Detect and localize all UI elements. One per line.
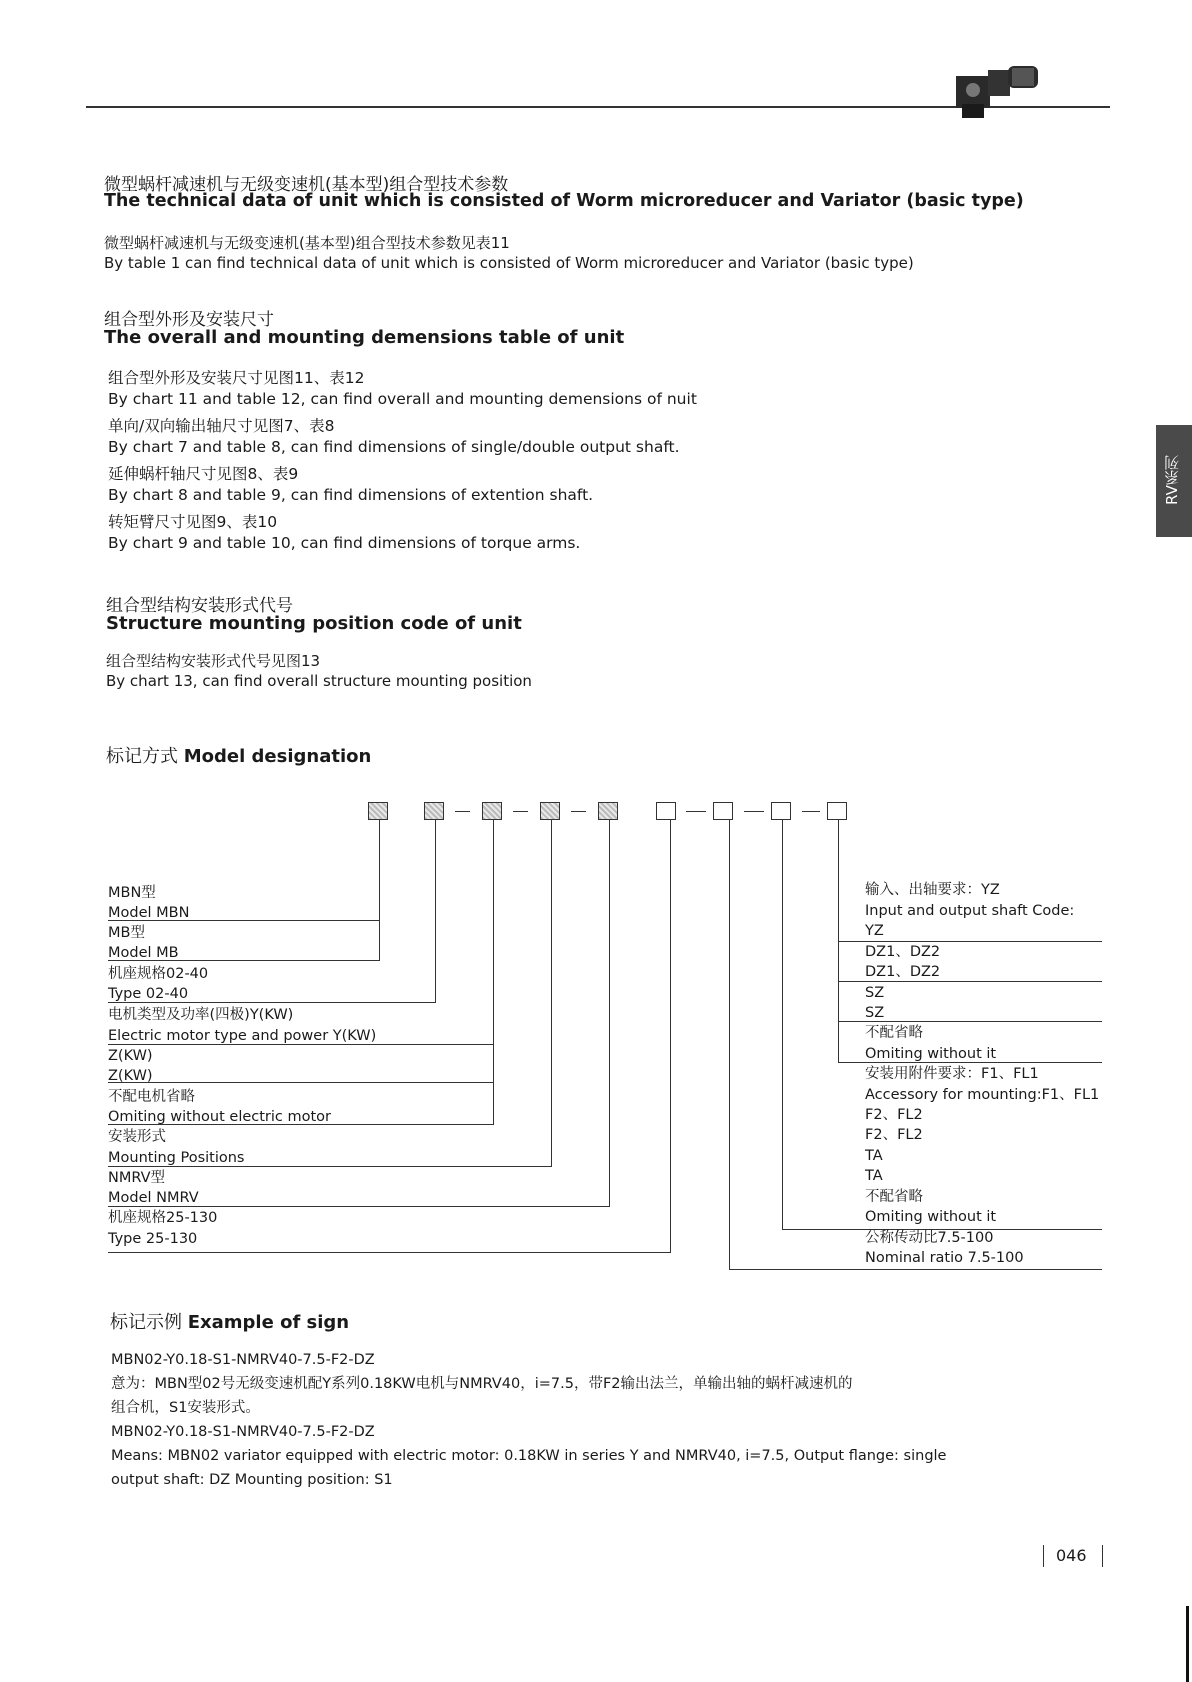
designation-right-label: TA — [865, 1148, 883, 1164]
designation-right-label: SZ — [865, 985, 885, 1001]
designation-left-label: Type 25-130 — [108, 1231, 198, 1247]
designation-right-label: Accessory for mounting:F1、FL1 — [865, 1087, 1100, 1103]
section1-title-cn: 微型蜗杆减速机与无级变速机(基本型)组合型技术参数 — [104, 175, 509, 195]
designation-right-label: TA — [865, 1168, 883, 1184]
section3-text-cn: 组合型结构安装形式代号见图13 — [106, 652, 321, 670]
section1-title-en: The technical data of unit which is consisted of Worm microreducer and Variator (basic type) — [104, 191, 1024, 211]
gearmotor-image — [948, 56, 1044, 120]
code-box-ratio — [713, 802, 733, 820]
code-box-accessory — [771, 802, 791, 820]
code-dash — [686, 811, 706, 812]
leader-line — [108, 1252, 671, 1253]
section2-title-cn: 组合型外形及安装尺寸 — [104, 310, 274, 330]
section2-line: By chart 8 and table 9, can find dimensions of extention shaft. — [108, 486, 594, 504]
example-title-cn: 标记示例 — [110, 1312, 182, 1333]
code-box-nmrv — [598, 802, 618, 820]
leader-line — [108, 1082, 494, 1083]
section1-text-en: By table 1 can find technical data of unit which is consisted of Worm microreducer and Variator (basic type) — [104, 254, 914, 272]
code-dash — [744, 811, 764, 812]
designation-left-label: Omiting without electric motor — [108, 1109, 332, 1125]
designation-title-en: Model designation — [183, 746, 372, 767]
side-tab-label: RV系列 — [1163, 455, 1181, 505]
example-line: MBN02-Y0.18-S1-NMRV40-7.5-F2-DZ — [111, 1352, 375, 1368]
designation-left-label: 机座规格02-40 — [108, 966, 209, 982]
code-box-mounting — [540, 802, 560, 820]
designation-right-label: SZ — [865, 1005, 885, 1021]
designation-left-label: Model MB — [108, 945, 179, 961]
section2-line: By chart 11 and table 12, can find overall and mounting demensions of nuit — [108, 390, 697, 408]
leader-line — [609, 820, 610, 1206]
designation-right-label: DZ1、DZ2 — [865, 964, 941, 980]
page-number-rule — [1043, 1545, 1044, 1567]
designation-left-label: Model MBN — [108, 905, 190, 921]
leader-line — [729, 1269, 1102, 1270]
designation-right-label: Input and output shaft Code: — [865, 903, 1075, 919]
designation-right-label: 输入、出轴要求：YZ — [865, 882, 1000, 898]
example-heading — [110, 1308, 349, 1334]
designation-right-label: 不配省略 — [865, 1025, 923, 1041]
designation-left-label: MB型 — [108, 925, 145, 941]
example-line: 意为：MBN型02号无级变速机配Y系列0.18KW电机与NMRV40，i=7.5，带F2输出法兰，单输出轴的蜗杆减速机的 — [111, 1376, 853, 1392]
designation-left-label: Z(KW) — [108, 1048, 153, 1064]
leader-line — [729, 820, 730, 1270]
section2-line: By chart 7 and table 8, can find dimensions of single/double output shaft. — [108, 438, 680, 456]
designation-right-label: 安装用附件要求：F1、FL1 — [865, 1066, 1039, 1082]
designation-right-label: Omiting without it — [865, 1046, 997, 1062]
leader-line — [782, 820, 783, 1230]
designation-left-label: Electric motor type and power Y(KW) — [108, 1028, 377, 1044]
designation-left-label: 电机类型及功率(四极)Y(KW) — [108, 1007, 294, 1023]
designation-left-label: 安装形式 — [108, 1129, 166, 1145]
leader-line — [435, 820, 436, 1002]
designation-title-cn: 标记方式 — [106, 746, 178, 767]
code-dash — [455, 811, 470, 812]
code-box-model — [368, 802, 388, 820]
code-dash — [571, 811, 586, 812]
page-number-rule — [1102, 1545, 1103, 1567]
example-line: Means: MBN02 variator equipped with electric motor: 0.18KW in series Y and NMRV40, i=7.5, Output flange: single — [111, 1448, 947, 1464]
designation-left-label: NMRV型 — [108, 1170, 166, 1186]
section3-text-en: By chart 13, can find overall structure mounting position — [106, 672, 532, 690]
designation-left-label: MBN型 — [108, 885, 156, 901]
designation-heading — [106, 742, 371, 768]
designation-left-label: 机座规格25-130 — [108, 1210, 218, 1226]
section2-line: By chart 9 and table 10, can find dimensions of torque arms. — [108, 534, 581, 552]
designation-right-label: Nominal ratio 7.5-100 — [865, 1250, 1024, 1266]
code-dash — [513, 811, 528, 812]
example-title-en: Example of sign — [187, 1312, 350, 1333]
example-line: output shaft: DZ Mounting position: S1 — [111, 1472, 393, 1488]
leader-line — [551, 820, 552, 1166]
code-box-size — [424, 802, 444, 820]
code-box-nmrv-size — [656, 802, 676, 820]
code-box-motor — [482, 802, 502, 820]
designation-right-label: F2、FL2 — [865, 1107, 923, 1123]
designation-left-label: Type 02-40 — [108, 986, 189, 1002]
scan-edge-mark — [1186, 1606, 1189, 1682]
designation-left-label: Mounting Positions — [108, 1150, 245, 1166]
example-line: 组合机，S1安装形式。 — [111, 1400, 260, 1416]
example-line: MBN02-Y0.18-S1-NMRV40-7.5-F2-DZ — [111, 1424, 375, 1440]
designation-right-label: YZ — [865, 923, 884, 939]
designation-left-label: 不配电机省略 — [108, 1089, 195, 1105]
designation-right-label: 不配省略 — [865, 1189, 923, 1205]
section2-line: 延伸蜗杆轴尺寸见图8、表9 — [108, 465, 299, 483]
designation-right-label: F2、FL2 — [865, 1127, 923, 1143]
designation-right-label: Omiting without it — [865, 1209, 997, 1225]
section2-line: 转矩臂尺寸见图9、表10 — [108, 513, 278, 531]
page-number: 046 — [1056, 1546, 1087, 1565]
designation-right-label: 公称传动比7.5-100 — [865, 1230, 994, 1246]
code-dash — [802, 811, 820, 812]
section2-line: 单向/双向输出轴尺寸见图7、表8 — [108, 417, 335, 435]
section3-title-cn: 组合型结构安装形式代号 — [106, 596, 293, 616]
leader-line — [493, 820, 494, 1124]
section1-text-cn: 微型蜗杆减速机与无级变速机(基本型)组合型技术参数见表11 — [104, 234, 510, 252]
section2-line: 组合型外形及安装尺寸见图11、表12 — [108, 369, 365, 387]
code-box-shaft — [827, 802, 847, 820]
leader-line — [670, 820, 671, 1252]
designation-right-label: DZ1、DZ2 — [865, 944, 941, 960]
leader-line — [379, 820, 380, 960]
section2-title-en: The overall and mounting demensions table of unit — [104, 327, 625, 348]
designation-left-label: Model NMRV — [108, 1190, 199, 1206]
section3-title-en: Structure mounting position code of unit — [106, 613, 522, 634]
designation-left-label: Z(KW) — [108, 1068, 153, 1084]
